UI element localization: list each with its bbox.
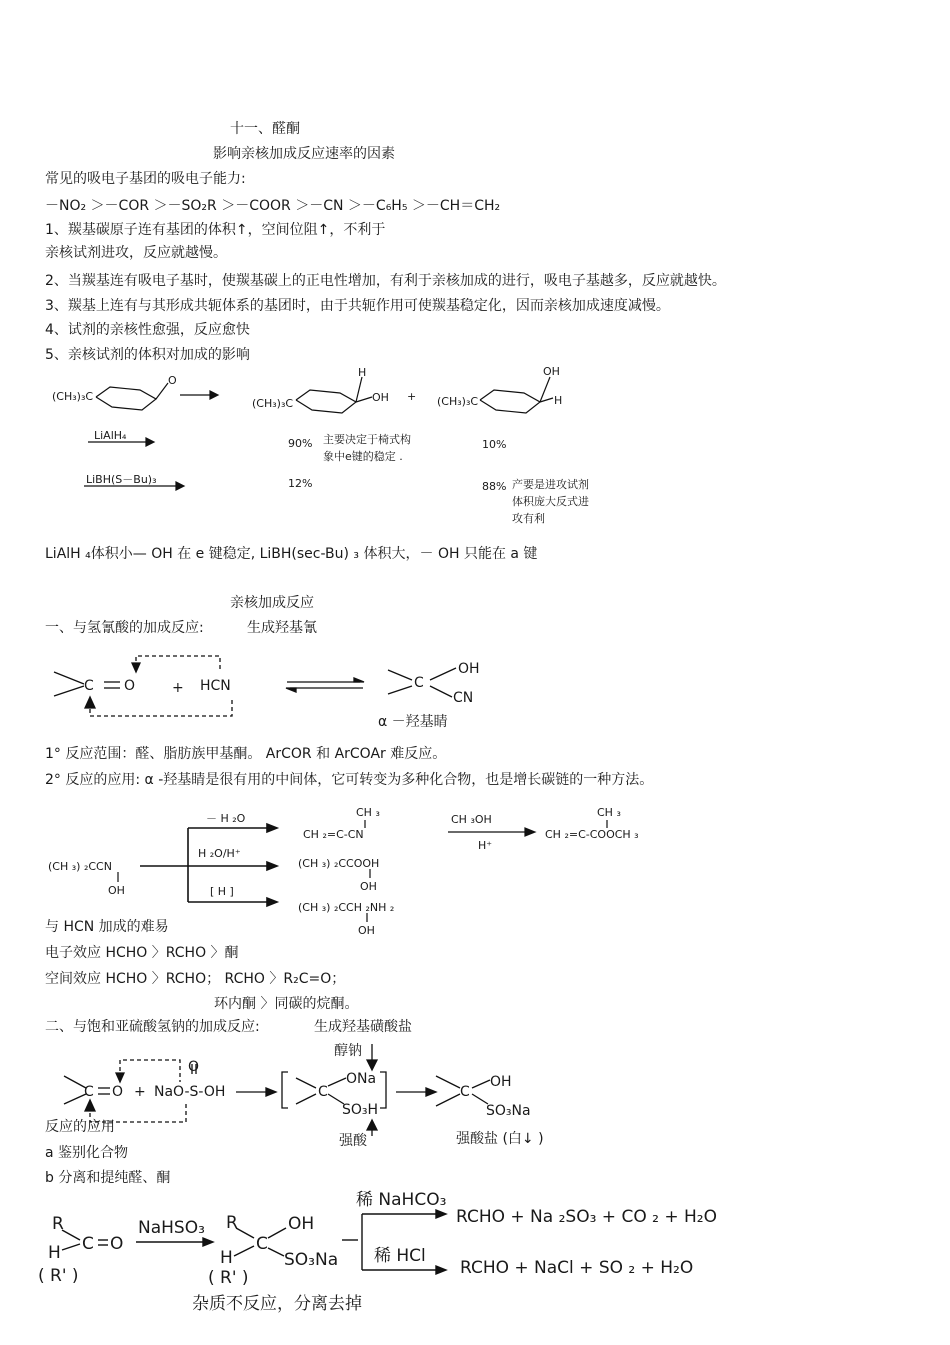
adduct-so3na: SO₃Na	[284, 1250, 339, 1270]
bisulfite-product-label: 生成羟基磺酸盐	[314, 1019, 412, 1035]
final-carbon: C	[460, 1084, 470, 1100]
tbu-reactant: (CH₃)₃C	[52, 390, 94, 403]
bisulfite-heading: 二、与饱和亚硫酸氢钠的加成反应:	[45, 1019, 260, 1035]
factor-5: 5、亲核试剂的体积对加成的影响	[45, 347, 250, 363]
condition-methanol: CH ₃OH	[451, 813, 492, 826]
condition-dehydration: － H ₂O	[206, 812, 246, 825]
intermediate-carbon: C	[318, 1084, 328, 1100]
adduct-r: R	[226, 1213, 238, 1233]
cyanohydrin-start-oh: OH	[108, 884, 125, 897]
application-b: b 分离和提纯醛、酮	[45, 1170, 171, 1186]
bisulfite-oxygen: O	[112, 1084, 124, 1100]
tbu-product1: (CH₃)₃C	[252, 397, 294, 410]
purif-r: R	[52, 1214, 64, 1234]
product-name: α －羟基睛	[378, 714, 448, 730]
condition-bicarbonate: 稀 NaHCO₃	[356, 1190, 447, 1210]
product-3-amine: (CH ₃) ₂CCH ₂NH ₂	[298, 901, 395, 914]
product-2-acid: (CH ₃) ₂CCOOH	[298, 857, 380, 870]
purif-h: H	[48, 1243, 61, 1263]
product-4-methyl: CH ₃	[597, 806, 621, 819]
nucleophilic-title: 亲核加成反应	[230, 595, 314, 611]
hcn-carbon: C	[84, 678, 94, 694]
hcn-plus: +	[172, 680, 184, 696]
adduct-h: H	[220, 1248, 233, 1268]
purif-c: C	[82, 1234, 94, 1254]
impurity-note: 杂质不反应，分离去掉	[192, 1294, 362, 1314]
purif-reagent: NaHSO₃	[138, 1218, 205, 1238]
note-1-line-2: 象中e键的稳定 .	[323, 450, 403, 463]
product-1-acrylonitrile: CH ₂=C-CN	[303, 828, 364, 841]
yield-1-axial: 10%	[482, 438, 507, 451]
purif-o: O	[110, 1234, 124, 1254]
ring-ketone: 环内酮 〉同碳的烷酮。	[214, 996, 359, 1012]
condition-hydrolysis: H ₂O/H⁺	[198, 847, 241, 860]
applications-title: 反应的应用	[45, 1119, 115, 1135]
bisulfite-plus: +	[134, 1084, 146, 1100]
hcn-product-label: 生成羟基氰	[247, 620, 317, 636]
carbonyl-oxygen: O	[168, 374, 177, 387]
hcn-reagent: HCN	[200, 678, 231, 694]
condition-reduction: [ H ]	[210, 885, 234, 898]
adduct-rprime: ( R' )	[208, 1268, 249, 1288]
product-4-ester: CH ₂=C-COOCH ₃	[545, 828, 639, 841]
adduct-oh: OH	[288, 1214, 315, 1234]
reagent-lialh4: LiAlH₄	[94, 429, 127, 442]
application-a: a 鉴别化合物	[45, 1145, 129, 1161]
ewg-intro: 常见的吸电子基团的吸电子能力:	[45, 171, 246, 187]
reaction-scope: 1° 反应范围：醛、脂肪族甲基酮。 ArCOR 和 ArCOAr 难反应。	[45, 746, 447, 762]
product-1-methyl: CH ₃	[356, 806, 380, 819]
tbu-product2: (CH₃)₃C	[437, 395, 479, 408]
product1-h: H	[358, 366, 367, 379]
note-2-line-3: 攻有利	[512, 512, 545, 525]
section-title: 影响亲核加成反应速率的因素	[213, 146, 395, 162]
note-2-line-2: 体积庞大反式进	[512, 495, 589, 508]
product-bicarbonate: RCHO + Na ₂SO₃ + CO ₂ + H₂O	[456, 1207, 717, 1227]
condition-acid: H⁺	[478, 839, 493, 852]
note-2-line-1: 产要是进攻试剂	[512, 478, 589, 491]
steric-effect: 空间效应 HCHO 〉RCHO； RCHO 〉R₂C=O；	[45, 971, 346, 987]
yield-2-axial: 88%	[482, 480, 507, 493]
label-alkoxide: 醇钠	[334, 1043, 362, 1059]
adduct-c: C	[256, 1234, 268, 1254]
product2-h: H	[554, 394, 563, 407]
factor-2: 2、当羰基连有吸电子基时，使羰基碳上的正电性增加，有利于亲核加成的进行，吸电子基越多，反应就越快。	[45, 273, 726, 289]
label-strong-acid: 强酸	[339, 1133, 367, 1149]
label-salt: 强酸盐 (白↓ )	[456, 1131, 544, 1147]
yield-1-equatorial: 90%	[288, 437, 313, 450]
hcn-oxygen: O	[124, 678, 136, 694]
product-oh: OH	[458, 661, 480, 677]
factor-4: 4、试剂的亲核性愈强，反应愈快	[45, 322, 250, 338]
plus-sign: +	[407, 390, 417, 403]
product-2-oh: OH	[360, 880, 377, 893]
cyanohydrin-start: (CH ₃) ₂CCN	[48, 860, 112, 873]
bisulfite-reagent-oxygen: O	[188, 1059, 200, 1075]
condition-hcl: 稀 HCl	[374, 1246, 426, 1266]
electronic-effect: 电子效应 HCHO 〉RCHO 〉酮	[45, 945, 239, 961]
product2-oh: OH	[543, 365, 560, 378]
factor-1-cont: 亲核试剂进攻，反应就越慢。	[45, 245, 227, 261]
product-3-oh: OH	[358, 924, 375, 937]
hcn-heading: 一、与氢氰酸的加成反应:	[45, 620, 204, 636]
note-1-line-1: 主要决定于椅式构	[323, 433, 411, 446]
reaction-application: 2° 反应的应用: α -羟基睛是很有用的中间体，它可转变为多种化合物，也是增长碳链的一种方法。	[45, 772, 654, 788]
product-hcl: RCHO + NaCl + SO ₂ + H₂O	[460, 1258, 694, 1278]
purif-rprime: ( R' )	[38, 1266, 79, 1286]
bisulfite-carbon: C	[84, 1084, 94, 1100]
final-oh: OH	[490, 1074, 512, 1090]
summary-line: LiAlH ₄体积小— OH 在 e 键稳定, LiBH(sec-Bu) ₃ 体积大，－ OH 只能在 a 键	[45, 546, 538, 562]
product-carbon: C	[414, 675, 424, 691]
intermediate-so3h: SO₃H	[342, 1102, 379, 1118]
ewg-order: －NO₂ ＞－COR ＞－SO₂R ＞－COOR ＞－CN ＞－C₆H₅ ＞－CH＝CH₂	[45, 198, 501, 214]
factor-1: 1、羰基碳原子连有基团的体积↑，空间位阻↑，不利于	[45, 222, 386, 238]
hcn-ease-title: 与 HCN 加成的难易	[45, 919, 169, 935]
product1-oh: OH	[372, 391, 389, 404]
yield-2-equatorial: 12%	[288, 477, 313, 490]
final-so3na: SO₃Na	[486, 1103, 531, 1119]
chapter-title: 十一、醛酮	[230, 121, 300, 137]
bisulfite-reagent: NaO-S-OH	[154, 1084, 226, 1100]
reagent-libh: LiBH(S－Bu)₃	[86, 473, 157, 486]
factor-3: 3、羰基上连有与其形成共轭体系的基团时，由于共轭作用可使羰基稳定化，因而亲核加成速度减慢。	[45, 298, 670, 314]
product-cn: CN	[453, 690, 474, 706]
intermediate-ona: ONa	[346, 1071, 377, 1087]
